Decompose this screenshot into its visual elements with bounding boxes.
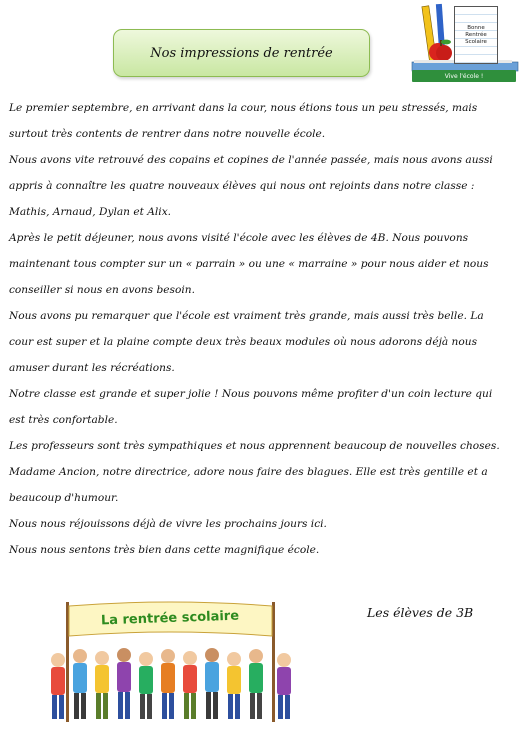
paragraph: Le premier septembre, en arrivant dans la cour, nous étions tous un peu stressés, mais surtout très contents de rentrer dans notre nouvelle école.: [9, 102, 478, 140]
paragraph: Nous avons vite retrouvé des copains et copines de l'année passée, mais nous avons aussi appris à connaître les quatre nouveaux élèves qui nous ont rejoints dans notre classe : Mathis, Arnaud, Dylan et Alix.: [9, 154, 493, 218]
signature: Les élèves de 3B: [367, 605, 474, 620]
paragraph: Nous avons pu remarquer que l'école est vraiment très grande, mais aussi très belle. La cour est super et la plaine compte deux très beaux modules où nous adorons déjà nous amuser durant les récréations.: [9, 310, 484, 374]
book-strip-text: Vive l'école !: [444, 72, 484, 80]
paragraph: Nous nous réjouissons déjà de vivre les prochains jours ici.: [9, 518, 327, 530]
paragraph: Madame Ancion, notre directrice, adore nous faire des blagues. Elle est très gentille et a beaucoup d'humour.: [9, 466, 488, 504]
notebook-text: Bonne Rentrée Scolaire: [465, 24, 487, 45]
paragraph: Notre classe est grande et super jolie ! Nous pouvons même profiter d'un coin lecture qui est très confortable.: [9, 388, 493, 426]
title-box: [113, 29, 370, 77]
paragraph: Les professeurs sont très sympathiques et nous apprennent beaucoup de nouvelles choses.: [9, 440, 500, 452]
paragraph: Nous nous sentons très bien dans cette magnifique école.: [9, 544, 320, 556]
body-text: [9, 95, 509, 563]
paragraph: Après le petit déjeuner, nous avons visité l'école avec les élèves de 4B. Nous pouvons maintenant tous compter sur un « parrain » ou une « marraine » pour nous aider et nous conseiller si nous en avons besoin.: [9, 232, 489, 296]
banner-text: La rentrée scolaire: [100, 608, 240, 629]
book-strip: [412, 70, 516, 82]
page-title: Nos impressions de rentrée: [150, 45, 333, 61]
notebook-icon: [454, 6, 498, 64]
